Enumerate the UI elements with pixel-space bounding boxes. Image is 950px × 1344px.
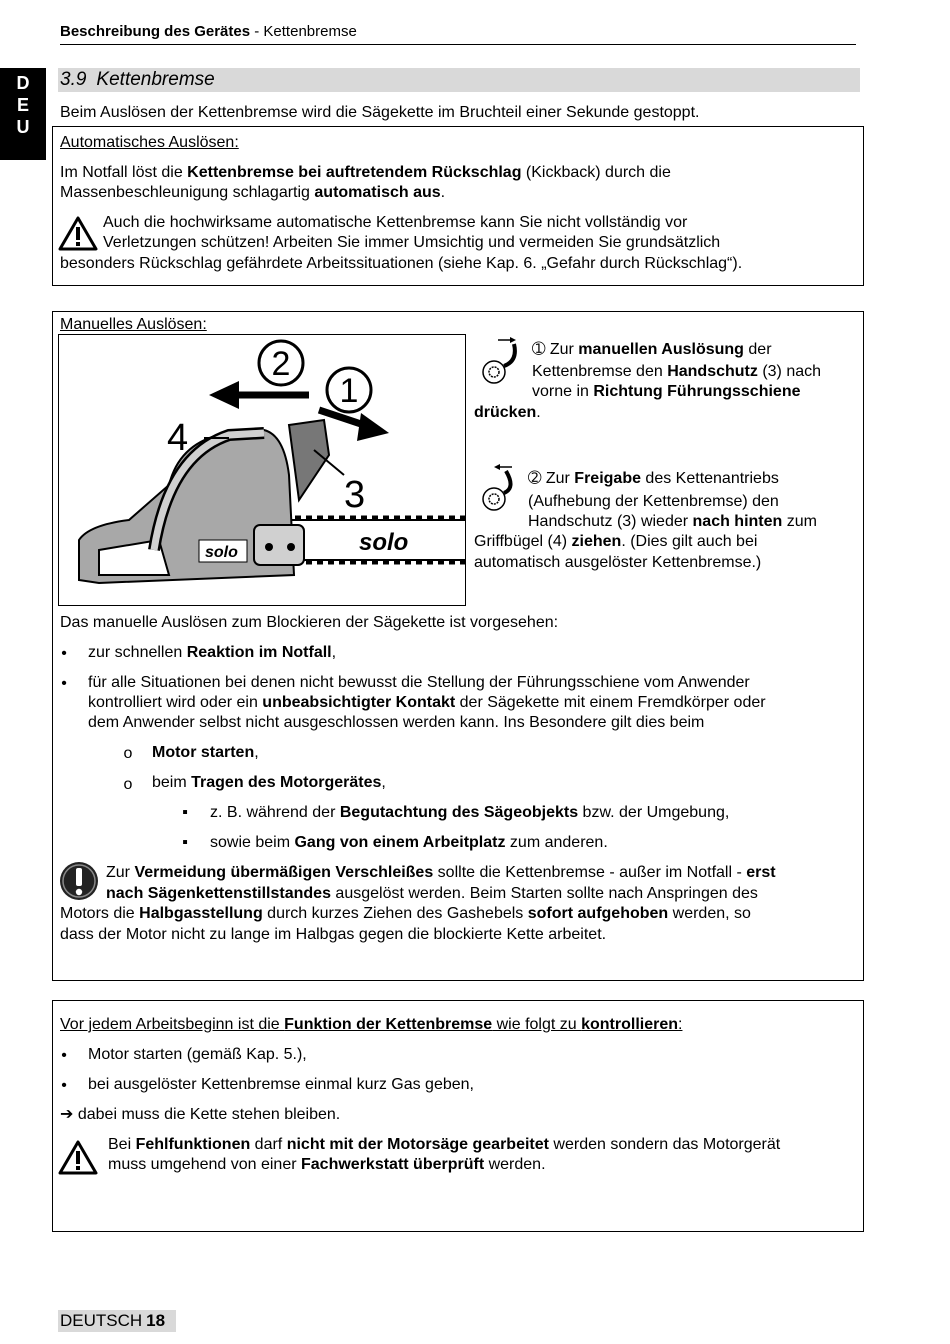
label-3 (344, 474, 365, 516)
list-item-cont: kontrolliert wird oder ein unbeabsichtigter Kontakt der Sägekette mit einem Fremdkörper oder (88, 694, 766, 711)
check-item: Motor starten (gemäß Kap. 5.), (88, 1046, 307, 1063)
list-item-cont: dem Anwender selbst nicht ausgeschlossen werden kann. Ins Besondere gilt dies beim (88, 714, 705, 731)
auto-warning-line: Verletzungen schützen! Arbeiten Sie immer Umsichtig und vermeiden Sie grundsätzlich (103, 234, 721, 251)
check-warning-line: muss umgehend von einer Fachwerkstatt überprüft werden. (108, 1156, 546, 1173)
step2-line: Handschutz (3) wieder nach hinten zum (528, 513, 817, 530)
check-result: ➔ dabei muss die Kette stehen bleiben. (60, 1106, 341, 1123)
intro-text: Beim Auslösen der Kettenbremse wird die Sägekette im Bruchteil einer Sekunde gestoppt. (60, 104, 700, 121)
lang-letter: D (16, 73, 30, 93)
language-tab (0, 68, 46, 160)
label-2 (272, 345, 291, 383)
exclamation-note-icon (58, 860, 100, 902)
step2-line: (Aufhebung der Kettenbremse) den (528, 493, 779, 510)
bullet-circle: o (123, 745, 133, 762)
auto-warning-line: Auch die hochwirksame automatische Kettenbremse kann Sie nicht vollständig vor (103, 214, 688, 231)
step1-line: drücken. (474, 404, 541, 421)
svg-text:4: 4 (167, 417, 189, 459)
step2-line: Griffbügel (4) ziehen. (Dies gilt auch bei (474, 533, 758, 550)
arrow-right-icon: ➔ (60, 1106, 74, 1123)
section-number: 3.9 (60, 69, 87, 90)
label-4 (167, 417, 188, 459)
bullet-circle: o (123, 776, 133, 793)
manual-heading: Manuelles Auslösen: (60, 316, 207, 333)
svg-text:3: 3 (344, 474, 366, 516)
auto-text-line: Im Notfall löst die Kettenbremse bei auftretendem Rückschlag (Kickback) durch die (60, 164, 671, 181)
page-footer (58, 1310, 176, 1332)
bullet-dot: • (61, 645, 67, 662)
running-header (60, 22, 856, 45)
page-number: 18 (146, 1311, 166, 1330)
header-bold: Beschreibung des Gerätes (60, 23, 251, 40)
lang-letter: E (16, 95, 29, 115)
note-line: Motors die Halbgasstellung durch kurzes Ziehen des Gashebels sofort aufgehoben werden, so (60, 905, 751, 922)
note-line: Zur Vermeidung übermäßigen Verschleißes sollte die Kettenbremse - außer im Notfall - erst (106, 864, 776, 881)
section-name: Kettenbremse (96, 69, 215, 90)
auto-text-line: Massenbeschleunigung schlagartig automatisch aus. (60, 184, 446, 201)
sub-list-item: beim Tragen des Motorgerätes, (152, 774, 386, 791)
step1-line: vorne in Richtung Führungsschiene (532, 383, 801, 400)
bullet-square: ▪ (182, 834, 188, 851)
bullet-dot: • (61, 1047, 67, 1064)
check-heading: Vor jedem Arbeitsbeginn ist die Funktion der Kettenbremse wie folgt zu kontrollieren: (60, 1016, 683, 1033)
brand-bar (359, 529, 408, 556)
chainsaw-drawing (59, 335, 466, 606)
step2-line: automatisch ausgelöster Kettenbremse.) (474, 554, 762, 571)
step1-line: Kettenbremse den Handschutz (3) nach (532, 363, 822, 380)
step2-marker: ➁ (528, 470, 542, 487)
note-line: nach Sägenkettenstillstandes ausgelöst werden. Beim Starten sollte nach Anspringen des (106, 885, 758, 902)
auto-warning-line: besonders Rückschlag gefährdete Arbeitssituationen (siehe Kap. 6. „Gefahr durch Rückschlag“). (60, 255, 743, 272)
bullet-dot: • (61, 1077, 67, 1094)
auto-heading: Automatisches Auslösen: (60, 134, 239, 151)
label-1 (340, 372, 359, 410)
list-item: zur schnellen Reaktion im Notfall, (88, 644, 337, 661)
hand-guard-back-icon (476, 463, 526, 513)
step1-marker: ➀ (532, 341, 546, 358)
header-rest: Kettenbremse (263, 23, 357, 40)
purpose-text: Das manuelle Auslösen zum Blockieren der Sägekette ist vorgesehen: (60, 614, 559, 631)
list-item: für alle Situationen bei denen nicht bewusst die Stellung der Führungsschiene vom Anwender (88, 674, 750, 691)
lang-letter: U (16, 117, 30, 137)
bullet-square: ▪ (182, 804, 188, 821)
warning-triangle-icon (58, 216, 98, 252)
note-line: dass der Motor nicht zu lange im Halbgas gegen die blockierte Kette arbeitet. (60, 926, 607, 943)
brand-body (205, 544, 238, 561)
step1-line: ➀ Zur manuellen Auslösung der (532, 341, 772, 358)
svg-text:solo: solo (359, 529, 409, 556)
svg-text:solo: solo (205, 544, 238, 561)
sub-sub-list-item: z. B. während der Begutachtung des Sägeobjekts bzw. der Umgebung, (210, 804, 730, 821)
check-warning-line: Bei Fehlfunktionen darf nicht mit der Motorsäge gearbeitet werden sondern das Motorgerät (108, 1136, 781, 1153)
footer-language: DEUTSCH (60, 1311, 143, 1330)
section-title (58, 68, 860, 92)
warning-triangle-icon (58, 1140, 98, 1176)
bullet-dot: • (61, 675, 67, 692)
sub-sub-list-item: sowie beim Gang von einem Arbeitplatz zum anderen. (210, 834, 608, 851)
hand-guard-forward-icon (476, 336, 526, 386)
step2-line: ➁ Zur Freigabe des Kettenantriebs (528, 470, 779, 487)
chainsaw-illustration (58, 334, 466, 606)
sub-list-item: Motor starten, (152, 744, 259, 761)
svg-text:1: 1 (339, 372, 359, 410)
header-sep: - (250, 23, 264, 40)
check-item: bei ausgelöster Kettenbremse einmal kurz Gas geben, (88, 1076, 474, 1093)
svg-text:2: 2 (271, 345, 291, 383)
